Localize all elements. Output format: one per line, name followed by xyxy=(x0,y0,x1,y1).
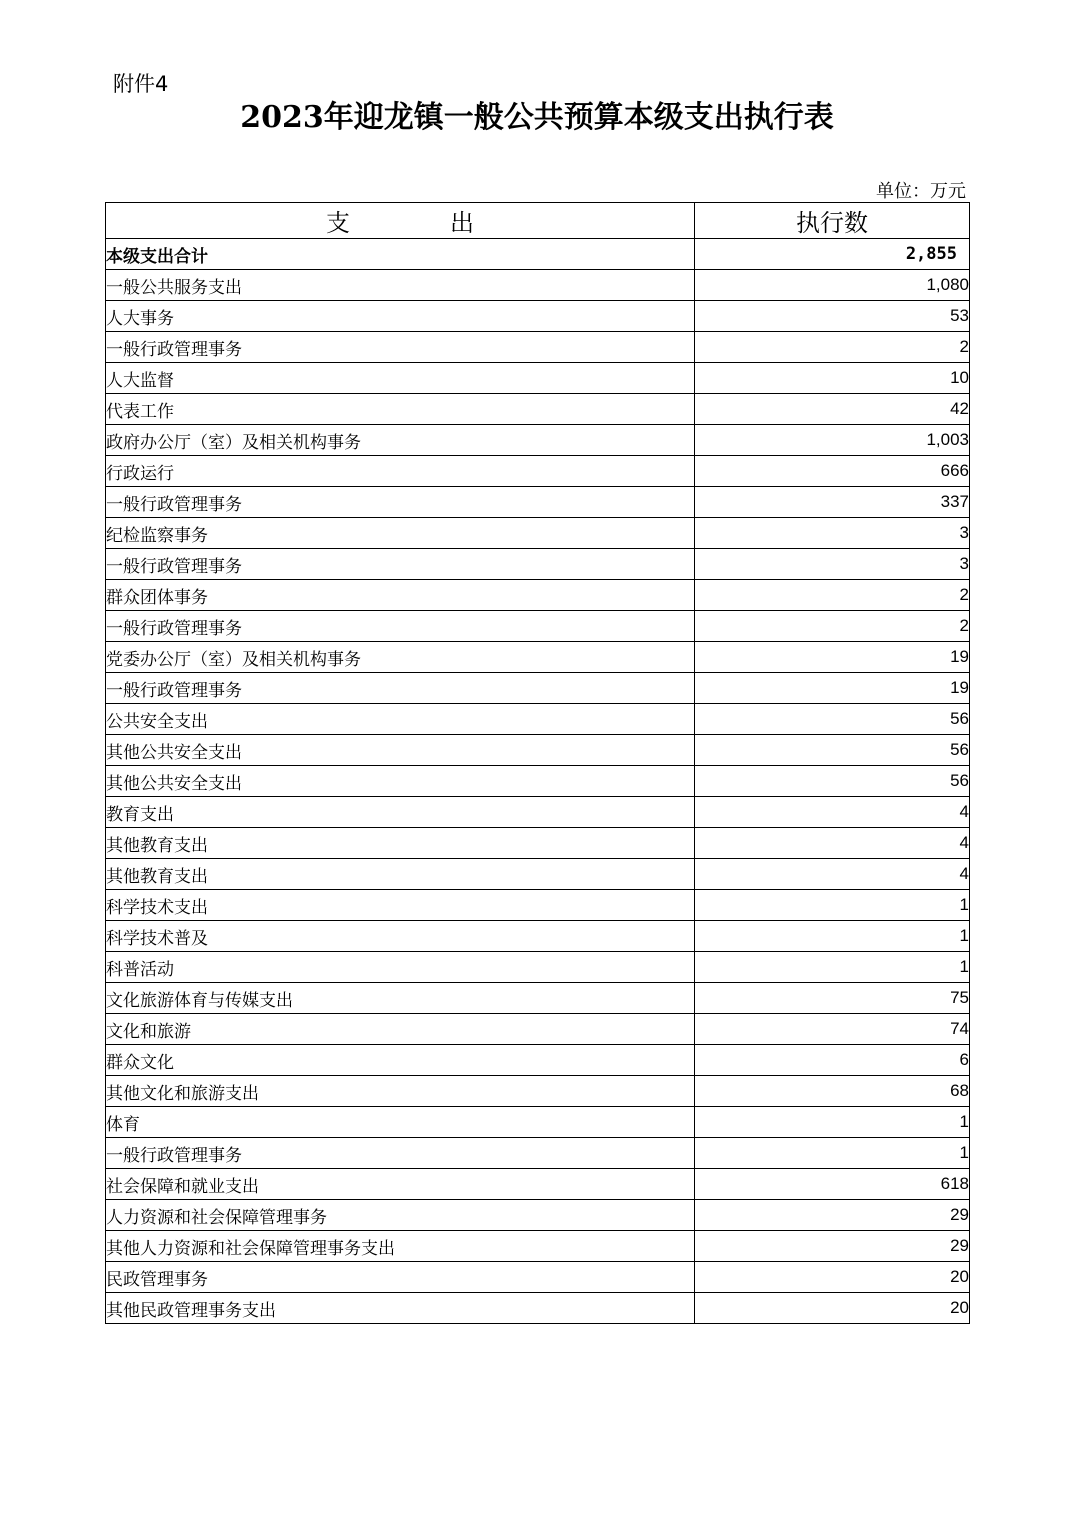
row-value: 1,080 xyxy=(695,270,970,301)
header-expenditure-char-1: 支 xyxy=(326,209,350,237)
row-value: 68 xyxy=(695,1076,970,1107)
row-name: 一般行政管理事务 xyxy=(106,332,695,363)
table-row xyxy=(106,921,970,952)
table-row xyxy=(106,487,970,518)
row-value: 2 xyxy=(695,611,970,642)
table-row xyxy=(106,766,970,797)
row-value: 2 xyxy=(695,580,970,611)
row-name: 其他公共安全支出 xyxy=(106,766,695,797)
row-name: 人大监督 xyxy=(106,363,695,394)
header-expenditure-char-2: 出 xyxy=(450,209,474,237)
total-value: 2,855 xyxy=(695,239,970,270)
row-name: 教育支出 xyxy=(106,797,695,828)
row-name: 社会保障和就业支出 xyxy=(106,1169,695,1200)
table-row xyxy=(106,797,970,828)
row-name: 其他教育支出 xyxy=(106,859,695,890)
table-row xyxy=(106,611,970,642)
table-row xyxy=(106,518,970,549)
table-row xyxy=(106,332,970,363)
row-value: 3 xyxy=(695,518,970,549)
row-value: 1 xyxy=(695,1138,970,1169)
row-name: 科普活动 xyxy=(106,952,695,983)
row-name: 群众团体事务 xyxy=(106,580,695,611)
row-value: 29 xyxy=(695,1200,970,1231)
table-row xyxy=(106,1138,970,1169)
row-value: 1 xyxy=(695,952,970,983)
total-name: 本级支出合计 xyxy=(106,239,695,270)
table-row xyxy=(106,1045,970,1076)
header-amount: 执行数 xyxy=(695,203,970,239)
table-row xyxy=(106,1200,970,1231)
table-row xyxy=(106,394,970,425)
table-row xyxy=(106,270,970,301)
row-name: 一般行政管理事务 xyxy=(106,549,695,580)
row-name: 政府办公厅（室）及相关机构事务 xyxy=(106,425,695,456)
row-name: 其他文化和旅游支出 xyxy=(106,1076,695,1107)
table-row xyxy=(106,1262,970,1293)
row-name: 党委办公厅（室）及相关机构事务 xyxy=(106,642,695,673)
row-name: 公共安全支出 xyxy=(106,704,695,735)
table-row xyxy=(106,549,970,580)
row-name: 科学技术普及 xyxy=(106,921,695,952)
table-row xyxy=(106,301,970,332)
row-value: 56 xyxy=(695,766,970,797)
table-row xyxy=(106,952,970,983)
row-name: 一般行政管理事务 xyxy=(106,611,695,642)
table-row xyxy=(106,1231,970,1262)
row-name: 其他民政管理事务支出 xyxy=(106,1293,695,1324)
row-name: 文化和旅游 xyxy=(106,1014,695,1045)
row-value: 56 xyxy=(695,704,970,735)
row-value: 4 xyxy=(695,859,970,890)
table-row xyxy=(106,580,970,611)
row-value: 20 xyxy=(695,1262,970,1293)
row-value: 1 xyxy=(695,890,970,921)
table-row xyxy=(106,983,970,1014)
table-row xyxy=(106,890,970,921)
table-row xyxy=(106,1107,970,1138)
row-value: 75 xyxy=(695,983,970,1014)
expenditure-table xyxy=(105,202,970,1324)
table-row xyxy=(106,859,970,890)
row-value: 1 xyxy=(695,921,970,952)
row-name: 体育 xyxy=(106,1107,695,1138)
table-row xyxy=(106,1293,970,1324)
row-value: 1,003 xyxy=(695,425,970,456)
total-row xyxy=(106,239,970,270)
unit-label: 单位：万元 xyxy=(876,181,966,202)
row-value: 6 xyxy=(695,1045,970,1076)
row-name: 行政运行 xyxy=(106,456,695,487)
attachment-label: 附件4 xyxy=(113,72,169,96)
row-name: 人力资源和社会保障管理事务 xyxy=(106,1200,695,1231)
row-name: 其他人力资源和社会保障管理事务支出 xyxy=(106,1231,695,1262)
row-value: 19 xyxy=(695,673,970,704)
table-row xyxy=(106,363,970,394)
row-value: 4 xyxy=(695,797,970,828)
row-name: 科学技术支出 xyxy=(106,890,695,921)
table-row xyxy=(106,1169,970,1200)
row-value: 42 xyxy=(695,394,970,425)
row-name: 一般行政管理事务 xyxy=(106,673,695,704)
table-row xyxy=(106,1076,970,1107)
row-name: 其他教育支出 xyxy=(106,828,695,859)
row-value: 56 xyxy=(695,735,970,766)
table-row xyxy=(106,1014,970,1045)
table-row xyxy=(106,456,970,487)
row-name: 代表工作 xyxy=(106,394,695,425)
table-row xyxy=(106,673,970,704)
row-value: 3 xyxy=(695,549,970,580)
table-row xyxy=(106,642,970,673)
row-name: 一般行政管理事务 xyxy=(106,1138,695,1169)
row-value: 10 xyxy=(695,363,970,394)
table-row xyxy=(106,828,970,859)
row-value: 666 xyxy=(695,456,970,487)
header-expenditure xyxy=(106,203,695,239)
row-value: 4 xyxy=(695,828,970,859)
row-name: 文化旅游体育与传媒支出 xyxy=(106,983,695,1014)
table-header-row xyxy=(106,203,970,239)
table-row xyxy=(106,425,970,456)
row-name: 民政管理事务 xyxy=(106,1262,695,1293)
row-value: 53 xyxy=(695,301,970,332)
row-value: 74 xyxy=(695,1014,970,1045)
table-row xyxy=(106,704,970,735)
row-name: 一般行政管理事务 xyxy=(106,487,695,518)
row-name: 一般公共服务支出 xyxy=(106,270,695,301)
row-value: 1 xyxy=(695,1107,970,1138)
table-row xyxy=(106,735,970,766)
row-value: 19 xyxy=(695,642,970,673)
row-value: 29 xyxy=(695,1231,970,1262)
row-name: 群众文化 xyxy=(106,1045,695,1076)
row-value: 337 xyxy=(695,487,970,518)
row-value: 20 xyxy=(695,1293,970,1324)
row-name: 人大事务 xyxy=(106,301,695,332)
row-value: 618 xyxy=(695,1169,970,1200)
page-title: 2023年迎龙镇一般公共预算本级支出执行表 xyxy=(240,100,834,135)
row-name: 纪检监察事务 xyxy=(106,518,695,549)
row-value: 2 xyxy=(695,332,970,363)
row-name: 其他公共安全支出 xyxy=(106,735,695,766)
